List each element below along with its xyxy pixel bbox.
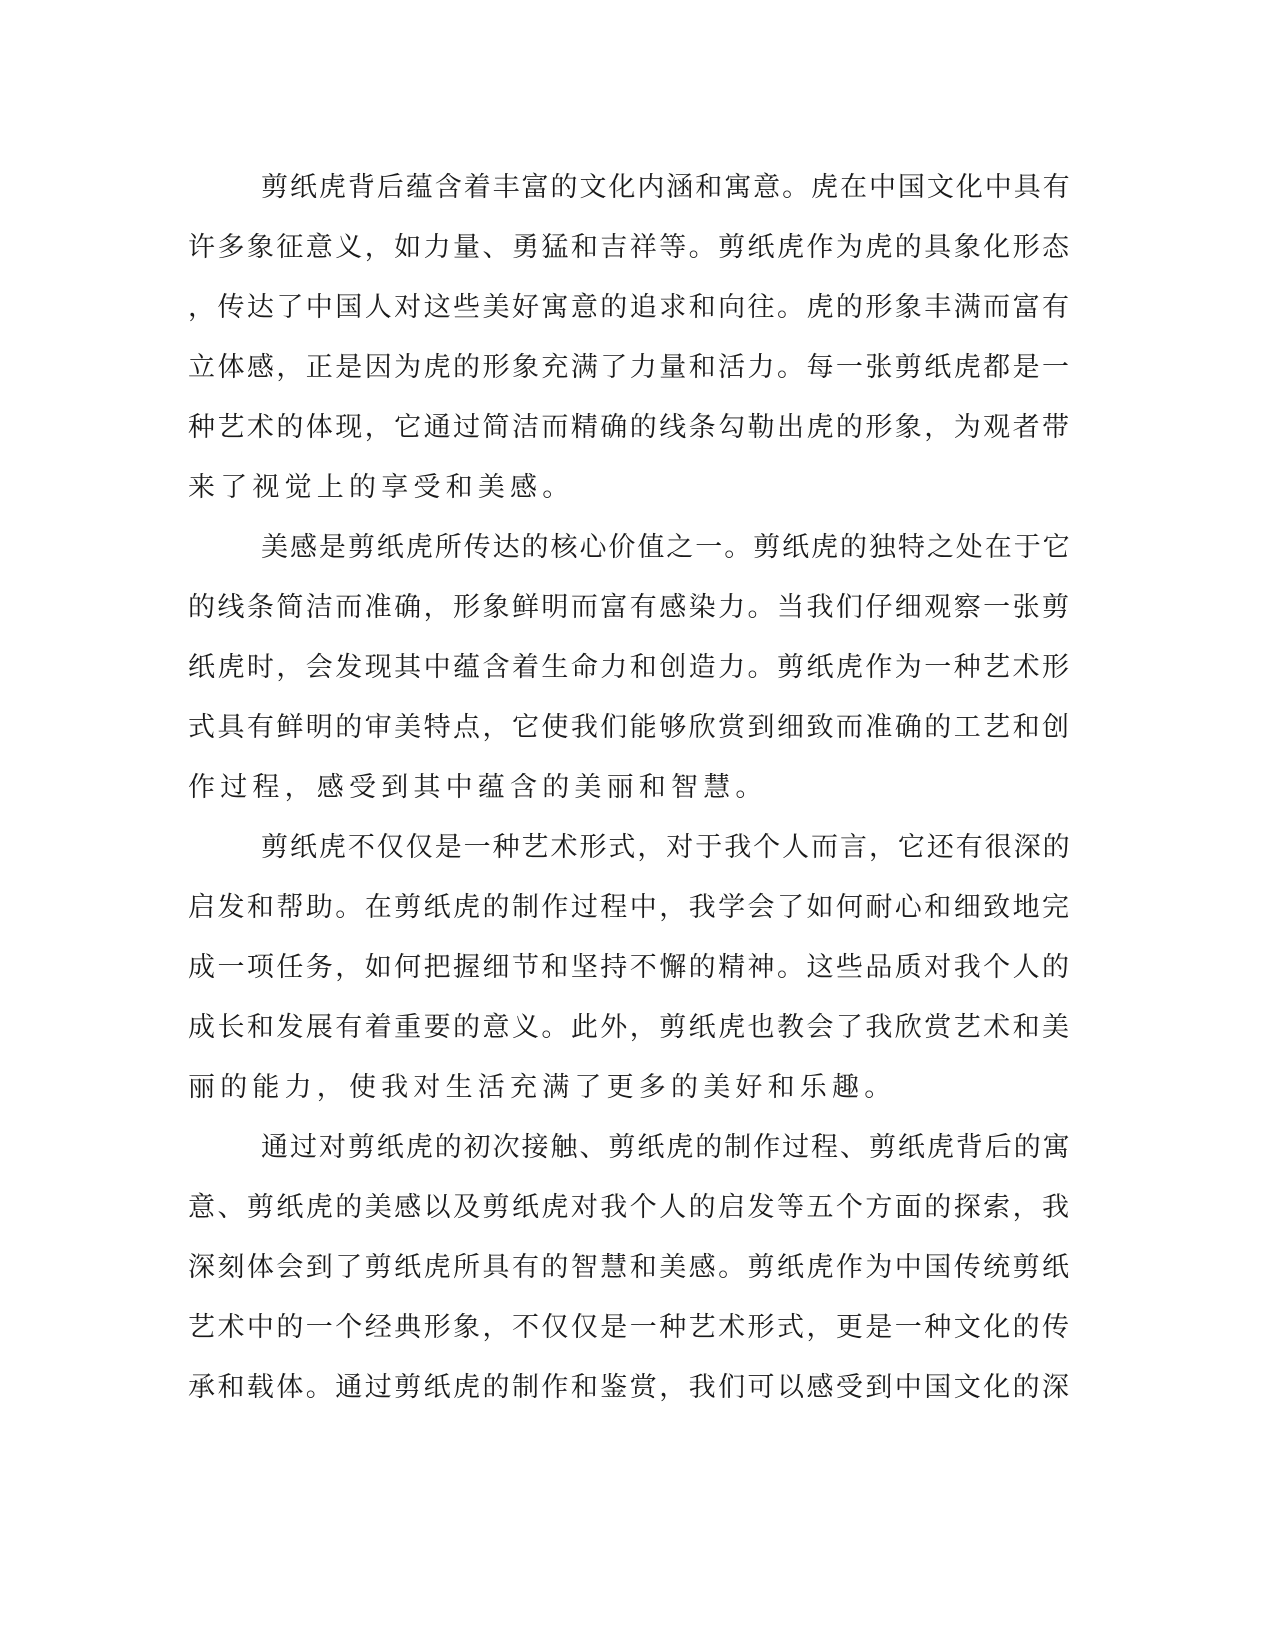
text-line: 丽的能力，使我对生活充满了更多的美好和乐趣。 <box>188 1072 897 1103</box>
text-line: 启发和帮助。在剪纸虎的制作过程中，我学会了如何耐心和细致地完 <box>188 892 1072 923</box>
text-line: 成一项任务，如何把握细节和坚持不懈的精神。这些品质对我个人的 <box>188 952 1072 983</box>
text-line: 意、剪纸虎的美感以及剪纸虎对我个人的启发等五个方面的探索，我 <box>188 1192 1072 1223</box>
text-line: 作过程，感受到其中蕴含的美丽和智慧。 <box>188 772 768 803</box>
text-line: 来了视觉上的享受和美感。 <box>188 472 575 503</box>
text-line: 剪纸虎背后蕴含着丰富的文化内涵和寓意。虎在中国文化中具有 <box>261 172 1072 203</box>
text-line: 艺术中的一个经典形象，不仅仅是一种艺术形式，更是一种文化的传 <box>188 1312 1072 1343</box>
paragraph-1 <box>188 158 1076 518</box>
document-body <box>188 158 1076 1418</box>
text-line: 种艺术的体现，它通过简洁而精确的线条勾勒出虎的形象，为观者带 <box>188 412 1072 443</box>
paragraph-4 <box>188 1118 1076 1418</box>
text-line: 承和载体。通过剪纸虎的制作和鉴赏，我们可以感受到中国文化的深 <box>188 1372 1072 1403</box>
paragraph-3 <box>188 818 1076 1118</box>
paragraph-2 <box>188 518 1076 818</box>
text-line: 的线条简洁而准确，形象鲜明而富有感染力。当我们仔细观察一张剪 <box>188 592 1072 623</box>
text-line: 许多象征意义，如力量、勇猛和吉祥等。剪纸虎作为虎的具象化形态 <box>188 232 1072 263</box>
text-line: 纸虎时，会发现其中蕴含着生命力和创造力。剪纸虎作为一种艺术形 <box>188 652 1072 683</box>
text-line: ，传达了中国人对这些美好寓意的追求和向往。虎的形象丰满而富有 <box>188 292 1072 323</box>
text-line: 剪纸虎不仅仅是一种艺术形式，对于我个人而言，它还有很深的 <box>261 832 1072 863</box>
text-line: 立体感，正是因为虎的形象充满了力量和活力。每一张剪纸虎都是一 <box>188 352 1072 383</box>
text-line: 成长和发展有着重要的意义。此外，剪纸虎也教会了我欣赏艺术和美 <box>188 1012 1072 1043</box>
text-line: 通过对剪纸虎的初次接触、剪纸虎的制作过程、剪纸虎背后的寓 <box>261 1132 1072 1163</box>
text-line: 美感是剪纸虎所传达的核心价值之一。剪纸虎的独特之处在于它 <box>261 532 1072 563</box>
text-line: 深刻体会到了剪纸虎所具有的智慧和美感。剪纸虎作为中国传统剪纸 <box>188 1252 1072 1283</box>
text-line: 式具有鲜明的审美特点，它使我们能够欣赏到细致而准确的工艺和创 <box>188 712 1072 743</box>
